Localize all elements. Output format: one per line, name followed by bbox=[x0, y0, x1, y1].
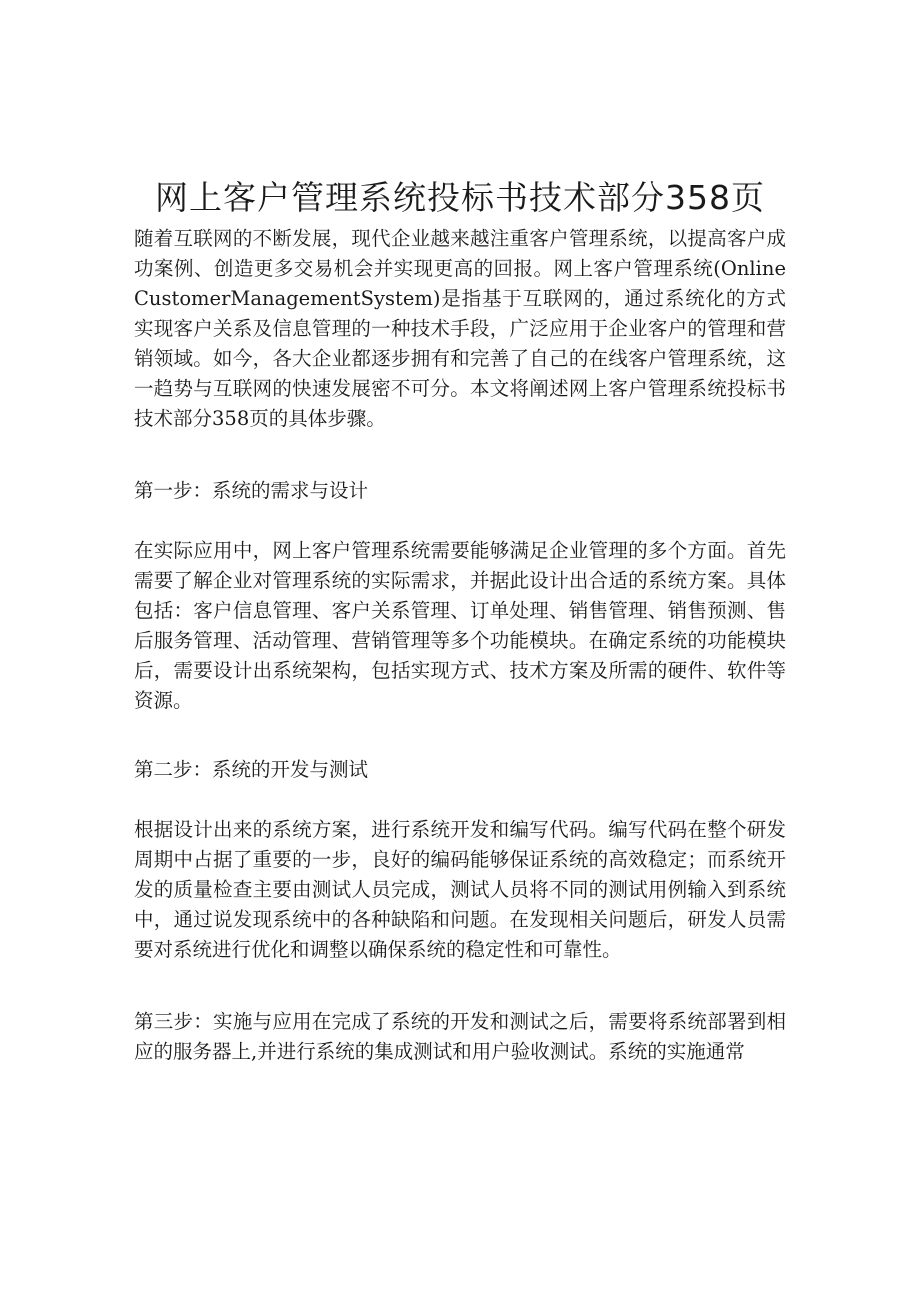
step2-paragraph: 根据设计出来的系统方案，进行系统开发和编写代码。编写代码在整个研发周期中占据了重要的一步，良好的编码能够保证系统的高效稳定；而系统开发的质量检查主要由测试人员完成，测试人员将不同的测试用例输入到系统中，通过说发现系统中的各种缺陷和问题。在发现相关问题后，研发人员需要对系统进行优化和调整以确保系统的稳定性和可靠性。 bbox=[134, 818, 786, 961]
step1-paragraph: 在实际应用中，网上客户管理系统需要能够满足企业管理的多个方面。首先需要了解企业对管理系统的实际需求，并据此设计出合适的系统方案。具体包括：客户信息管理、客户关系管理、订单处理、销售管理、销售预测、售后服务管理、活动管理、营销管理等多个功能模块。在确定系统的功能模块后，需要设计出系统架构，包括实现方式、技术方案及所需的硬件、软件等资源。 bbox=[134, 539, 786, 712]
document-title: 网上客户管理系统投标书技术部分358页 bbox=[155, 178, 765, 217]
step2-heading: 第二步：系统的开发与测试 bbox=[134, 758, 369, 781]
step3-paragraph: 第三步：实施与应用在完成了系统的开发和测试之后，需要将系统部署到相应的服务器上,并进行系统的集成测试和用户验收测试。系统的实施通常 bbox=[134, 1010, 786, 1063]
intro-paragraph: 随着互联网的不断发展，现代企业越来越注重客户管理系统，以提高客户成功案例、创造更多交易机会并实现更高的回报。网上客户管理系统(OnlineCustomerManagementSystem)是指基于互联网的，通过系统化的方式实现客户关系及信息管理的一种技术手段，广泛应用于企业客户的管理和营销领域。如今，各大企业都逐步拥有和完善了自己的在线客户管理系统，这一趋势与互联网的快速发展密不可分。本文将阐述网上客户管理系统投标书技术部分358页的具体步骤。 bbox=[134, 227, 786, 430]
step1-heading: 第一步：系统的需求与设计 bbox=[134, 479, 369, 502]
